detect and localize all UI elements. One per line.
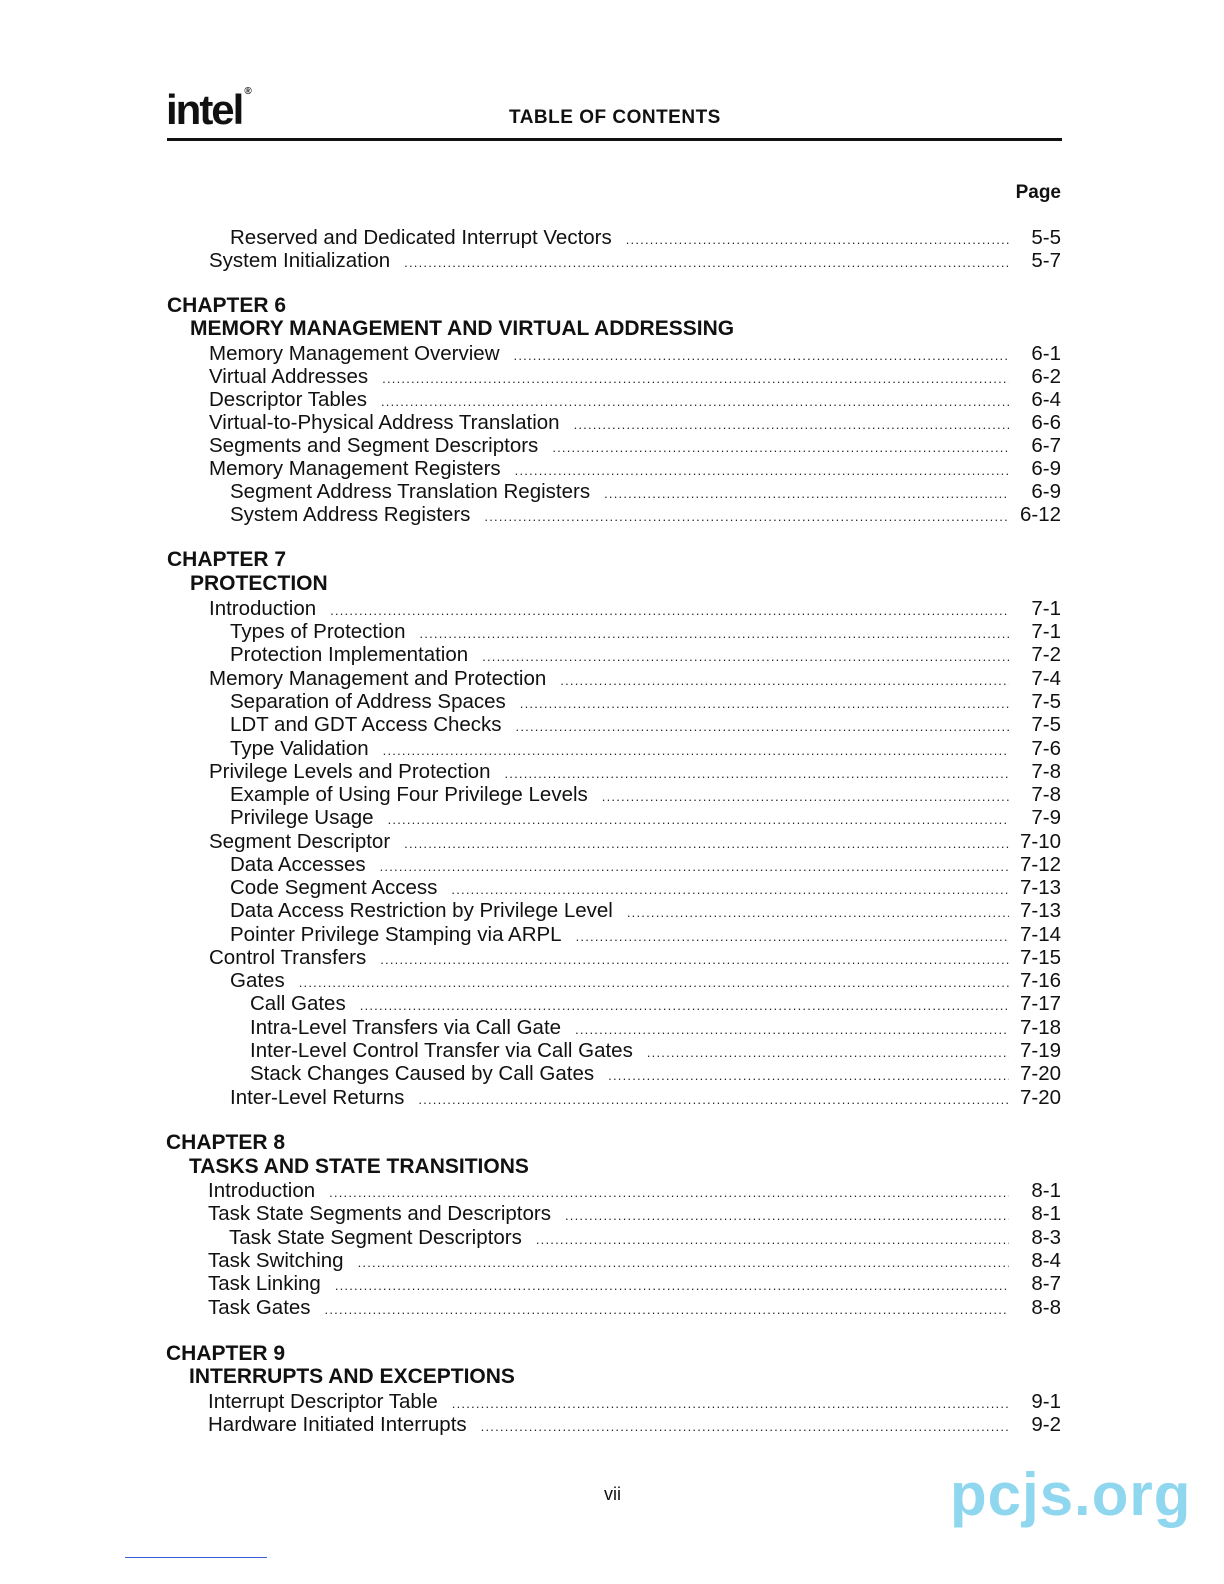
toc-entry[interactable] (230, 1086, 1061, 1109)
toc-entry[interactable] (250, 1039, 1061, 1062)
toc-entry-title: Introduction (208, 1179, 316, 1202)
toc-entry[interactable] (208, 1296, 1061, 1319)
toc-entry[interactable] (230, 876, 1061, 899)
toc-entry-page: 7-1 (1031, 620, 1061, 643)
toc-entry-title: Separation of Address Spaces (230, 690, 506, 713)
toc-entry-page: 5-7 (1031, 249, 1061, 272)
toc-entry-title: Segment Descriptor (209, 830, 391, 853)
toc-entry-title: Data Accesses (230, 853, 366, 876)
leader-dots (516, 715, 1009, 738)
intel-logo (166, 86, 250, 134)
toc-entry-page: 8-7 (1031, 1272, 1061, 1295)
leader-dots (520, 692, 1009, 715)
toc-entry-page: 6-4 (1031, 388, 1061, 411)
header-divider (167, 138, 1062, 141)
leader-dots (452, 1392, 1009, 1415)
toc-entry[interactable] (209, 365, 1061, 388)
toc-entry-title: Virtual-to-Physical Address Translation (209, 411, 560, 434)
leader-dots (514, 344, 1009, 367)
toc-entry-title: Gates (230, 969, 285, 992)
toc-entry-title: Task State Segment Descriptors (229, 1226, 522, 1249)
toc-entry-title: Introduction (209, 597, 317, 620)
toc-entry-title: Data Access Restriction by Privilege Level (230, 899, 613, 922)
toc-entry-page: 6-9 (1031, 457, 1061, 480)
toc-entry-page: 7-16 (1019, 969, 1061, 992)
toc-entry-page: 8-3 (1031, 1226, 1061, 1249)
toc-entry-title: Task State Segments and Descriptors (208, 1202, 551, 1225)
toc-entry-title: Memory Management Registers (209, 457, 501, 480)
leader-dots (404, 832, 1009, 855)
leader-dots (335, 1274, 1009, 1297)
chapter-6-label: CHAPTER 6 (167, 294, 287, 317)
toc-entry[interactable] (208, 1202, 1061, 1225)
leader-dots (329, 1181, 1009, 1204)
toc-entry[interactable] (230, 969, 1061, 992)
leader-dots (358, 1251, 1009, 1274)
toc-entry-title: Hardware Initiated Interrupts (208, 1413, 467, 1436)
toc-entry-title: Reserved and Dedicated Interrupt Vectors (230, 226, 612, 249)
leader-dots (626, 228, 1009, 251)
toc-entry-title: Code Segment Access (230, 876, 438, 899)
toc-entry-page: 7-14 (1019, 923, 1061, 946)
toc-entry[interactable] (230, 620, 1061, 643)
toc-entry-page: 7-6 (1031, 737, 1061, 760)
toc-entry-title: Memory Management and Protection (209, 667, 547, 690)
leader-dots (481, 1415, 1009, 1438)
toc-entry-page: 6-2 (1031, 365, 1061, 388)
toc-entry[interactable] (209, 388, 1061, 411)
logo-text: intel (166, 86, 243, 133)
toc-entry-page: 7-19 (1019, 1039, 1061, 1062)
toc-entry[interactable] (209, 411, 1061, 434)
leader-dots (381, 390, 1009, 413)
toc-entry[interactable] (250, 1016, 1061, 1039)
toc-entry-page: 7-20 (1019, 1062, 1061, 1085)
toc-entry-page: 8-1 (1031, 1202, 1061, 1225)
leader-dots (418, 1088, 1009, 1111)
leader-dots (451, 878, 1009, 901)
toc-entry-page: 7-13 (1019, 876, 1061, 899)
toc-entry-title: Memory Management Overview (209, 342, 500, 365)
leader-dots (575, 1018, 1009, 1041)
leader-dots (484, 505, 1009, 528)
toc-entry[interactable] (208, 1179, 1061, 1202)
toc-entry[interactable] (230, 226, 1061, 249)
scan-artifact-line (125, 1557, 267, 1558)
toc-entry-page: 7-2 (1031, 643, 1061, 666)
toc-entry[interactable] (209, 946, 1061, 969)
toc-entry[interactable] (230, 853, 1061, 876)
leader-dots (515, 459, 1009, 482)
toc-entry-page: 9-1 (1031, 1390, 1061, 1413)
toc-entry-title: Segment Address Translation Registers (230, 480, 591, 503)
leader-dots (602, 785, 1009, 808)
toc-entry[interactable] (209, 667, 1061, 690)
toc-entry[interactable] (208, 1272, 1061, 1295)
toc-entry-page: 7-8 (1031, 783, 1061, 806)
toc-entry-title: System Initialization (209, 249, 391, 272)
toc-entry-page: 6-9 (1031, 480, 1061, 503)
toc-entry-title: LDT and GDT Access Checks (230, 713, 502, 736)
toc-entry-title: Task Switching (208, 1249, 344, 1272)
toc-entry-title: Inter-Level Returns (230, 1086, 405, 1109)
chapter-6-title[interactable]: MEMORY MANAGEMENT AND VIRTUAL ADDRESSING (190, 317, 735, 340)
toc-entry-title: Inter-Level Control Transfer via Call Gates (250, 1039, 633, 1062)
toc-entry-page: 8-1 (1031, 1179, 1061, 1202)
leader-dots (299, 971, 1009, 994)
toc-entry[interactable] (230, 737, 1061, 760)
toc-entry-page: 7-10 (1019, 830, 1061, 853)
watermark: pcjs.org (950, 1461, 1192, 1528)
toc-entry[interactable] (209, 597, 1061, 620)
toc-entry[interactable] (250, 1062, 1061, 1085)
toc-entry[interactable] (250, 992, 1061, 1015)
leader-dots (574, 413, 1009, 436)
leader-dots (482, 645, 1009, 668)
toc-entry-title: Pointer Privilege Stamping via ARPL (230, 923, 562, 946)
toc-entry-page: 7-18 (1019, 1016, 1061, 1039)
toc-entry[interactable] (209, 830, 1061, 853)
leader-dots (576, 925, 1009, 948)
toc-entry-page: 6-12 (1019, 503, 1061, 526)
toc-entry[interactable] (230, 806, 1061, 829)
leader-dots (504, 762, 1009, 785)
registered-mark: ® (244, 86, 250, 97)
toc-entry[interactable] (209, 249, 1061, 272)
toc-entry[interactable] (230, 643, 1061, 666)
leader-dots (627, 901, 1009, 924)
toc-entry-page: 7-4 (1031, 667, 1061, 690)
toc-entry-title: Control Transfers (209, 946, 367, 969)
toc-entry-title: Protection Implementation (230, 643, 469, 666)
toc-entry-title: Descriptor Tables (209, 388, 367, 411)
leader-dots (380, 855, 1009, 878)
leader-dots (325, 1298, 1009, 1321)
leader-dots (565, 1204, 1009, 1227)
leader-dots (552, 436, 1009, 459)
chapter-8-label: CHAPTER 8 (166, 1131, 286, 1154)
toc-entry[interactable] (230, 690, 1061, 713)
toc-entry[interactable] (230, 783, 1061, 806)
toc-entry-page: 7-20 (1019, 1086, 1061, 1109)
leader-dots (536, 1228, 1009, 1251)
toc-entry-page: 7-12 (1019, 853, 1061, 876)
toc-entry-title: Task Gates (208, 1296, 311, 1319)
toc-entry-page: 7-13 (1019, 899, 1061, 922)
chapter-9-label: CHAPTER 9 (166, 1342, 286, 1365)
toc-entry-page: 7-1 (1031, 597, 1061, 620)
leader-dots (647, 1041, 1009, 1064)
leader-dots (419, 622, 1009, 645)
toc-entry[interactable] (229, 1226, 1061, 1249)
toc-entry[interactable] (230, 503, 1061, 526)
leader-dots (330, 599, 1009, 622)
toc-entry[interactable] (209, 457, 1061, 480)
toc-entry-page: 8-8 (1031, 1296, 1061, 1319)
toc-entry-page: 7-15 (1019, 946, 1061, 969)
toc-entry-page: 6-1 (1031, 342, 1061, 365)
toc-entry-title: Privilege Levels and Protection (209, 760, 491, 783)
toc-entry[interactable] (208, 1413, 1061, 1436)
page-number: vii (604, 1484, 621, 1504)
toc-entry-page: 7-17 (1019, 992, 1061, 1015)
toc-entry-page: 7-5 (1031, 690, 1061, 713)
toc-entry-page: 7-8 (1031, 760, 1061, 783)
toc-entry[interactable] (230, 923, 1061, 946)
toc-entry-title: Virtual Addresses (209, 365, 369, 388)
toc-entry-page: 7-5 (1031, 713, 1061, 736)
toc-entry-title: System Address Registers (230, 503, 471, 526)
toc-entry-title: Task Linking (208, 1272, 321, 1295)
toc-entry-title: Example of Using Four Privilege Levels (230, 783, 588, 806)
leader-dots (360, 994, 1009, 1017)
toc-entry-page: 6-7 (1031, 434, 1061, 457)
toc-entry-page: 6-6 (1031, 411, 1061, 434)
toc-entry-page: 7-9 (1031, 806, 1061, 829)
toc-entry-title: Intra-Level Transfers via Call Gate (250, 1016, 562, 1039)
toc-entry[interactable] (230, 480, 1061, 503)
chapter-9-title[interactable]: INTERRUPTS AND EXCEPTIONS (189, 1365, 515, 1388)
chapter-7-title[interactable]: PROTECTION (190, 572, 328, 595)
toc-entry-title: Call Gates (250, 992, 346, 1015)
toc-entry[interactable] (209, 434, 1061, 457)
toc-entry-page: 5-5 (1031, 226, 1061, 249)
toc-entry-title: Segments and Segment Descriptors (209, 434, 539, 457)
toc-entry-page: 8-4 (1031, 1249, 1061, 1272)
page-title: TABLE OF CONTENTS (509, 107, 721, 128)
page-column-label: Page (1015, 182, 1061, 203)
toc-entry-title: Stack Changes Caused by Call Gates (250, 1062, 595, 1085)
toc-entry-title: Types of Protection (230, 620, 406, 643)
leader-dots (608, 1064, 1009, 1087)
toc-entry-title: Type Validation (230, 737, 369, 760)
leader-dots (382, 367, 1009, 390)
toc-entry[interactable] (208, 1249, 1061, 1272)
leader-dots (404, 251, 1009, 274)
chapter-8-title[interactable]: TASKS AND STATE TRANSITIONS (189, 1155, 529, 1178)
leader-dots (380, 948, 1009, 971)
toc-entry[interactable] (230, 713, 1061, 736)
toc-entry-title: Privilege Usage (230, 806, 374, 829)
toc-entry[interactable] (209, 342, 1061, 365)
chapter-7-label: CHAPTER 7 (167, 548, 287, 571)
toc-entry-page: 9-2 (1031, 1413, 1061, 1436)
toc-entry-title: Interrupt Descriptor Table (208, 1390, 438, 1413)
leader-dots (560, 669, 1009, 692)
toc-entry[interactable] (230, 899, 1061, 922)
toc-entry[interactable] (208, 1390, 1061, 1413)
leader-dots (388, 808, 1009, 831)
toc-entry[interactable] (209, 760, 1061, 783)
leader-dots (383, 739, 1009, 762)
leader-dots (604, 482, 1009, 505)
